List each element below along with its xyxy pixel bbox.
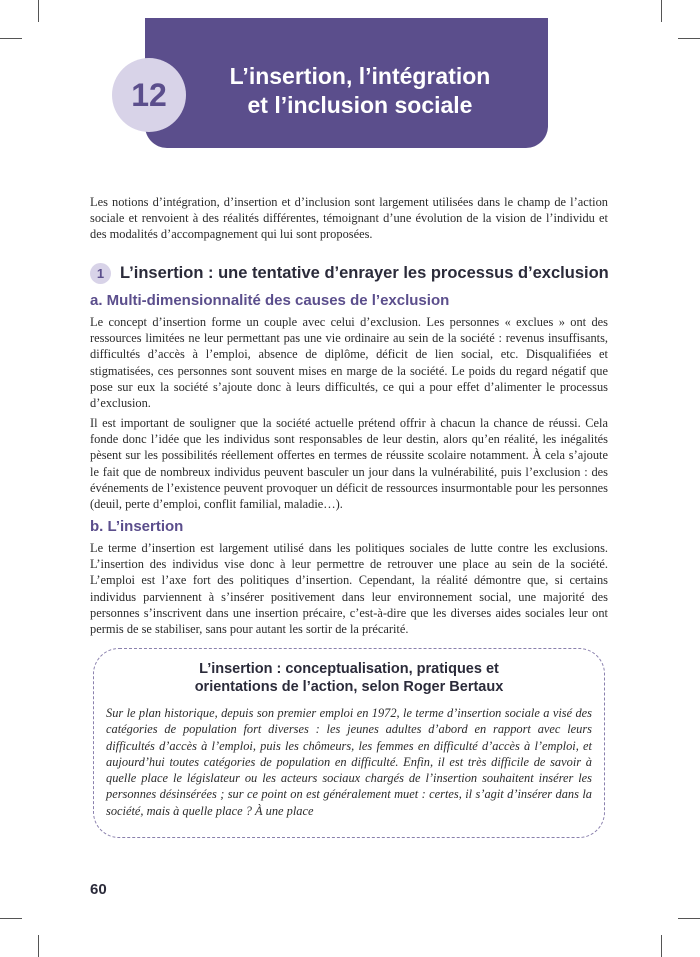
crop-mark — [678, 38, 700, 39]
paragraph-a2: Il est important de souligner que la société actuelle prétend offrir à chacun la chance de réussi. Cela fonde donc l’idée que les individus sont responsables de leur destin, alors qu’en réalité, les inégalités pèsent sur les possibilités réellement offertes en termes de réussite scolaire notamment. À cela s’ajoute le fait que de nombreux individus peuvent basculer un jour dans la vulnérabilité, puis l’exclusion : des événements de l’existence peuvent provoquer un déficit de ressources insurmontable pour les personnes (deuil, perte d’emploi, conflit familial, maladie…). — [90, 416, 608, 512]
quote-box-title-line1: L’insertion : conceptualisation, pratiques et — [199, 661, 499, 677]
quote-box-title — [93, 660, 605, 696]
crop-mark — [38, 935, 39, 957]
intro-paragraph: Les notions d’intégration, d’insertion et d’inclusion sont largement utilisées dans le champ de l’action sociale et renvoient à des réalités différentes, témoignant d’une évolution de la vision de l’individu et des modalités d’accompagnement qui lui sont proposées. — [90, 195, 608, 242]
paragraph-b1: Le terme d’insertion est largement utilisé dans les politiques sociales de lutte contre les exclusions. L’insertion des individus vise donc à leur permettre de retrouver une place au sein de la société. L’emploi est l’axe fort des politiques d’insertion. Cependant, la réalité démontre que, si certains individus parviennent à s’insérer positivement dans leur environnement social, une majorité des personnes s’inscrivent dans une insertion précaire, c’est-à-dire que les diverses aides sociales leur ont permis de se stabiliser, sans pour autant les sortir de la précarité. — [90, 541, 608, 637]
subheading-a: a. Multi-dimensionnalité des causes de l’exclusion — [90, 292, 450, 309]
crop-mark — [0, 38, 22, 39]
section-title: L’insertion : une tentative d’enrayer les processus d’exclusion — [120, 264, 609, 282]
crop-mark — [661, 935, 662, 957]
quote-box-text: Sur le plan historique, depuis son premier emploi en 1972, le terme d’insertion sociale a visé des catégories de population fort diverses : les jeunes adultes d’abord en rapport avec leurs difficultés d’accès à l’emploi, puis les chômeurs, les femmes en difficulté d’accès à l’emploi, et aujourd’hui toutes catégories de population en difficulté. Enfin, il est très difficile de savoir à quelle place le législateur ou les acteurs sociaux chargés de l’insertion souhaitent insérer les personnes désinsérées ; sur ce point on est généralement muet : certes, il s’agit d’insérer dans la société, mais à quelle place ? À une place — [106, 706, 592, 818]
paragraph-a1: Le concept d’insertion forme un couple avec celui d’exclusion. Les personnes « exclues » ont des ressources limitées ne leur permettant pas une vie ordinaire au sein de la société : revenus insuffisants, difficultés d’accès à l’emploi, absence de diplôme, déficit de lien social, etc. Disqualifiées et stigmatisées, ces personnes sont souvent mises en marge de la société. Le poids du regard négatif que pose sur eux la société s’ajoute donc à leurs difficultés, ce qui a pour effet d’alimenter le processus d’exclusion. — [90, 315, 608, 411]
crop-mark — [661, 0, 662, 22]
chapter-title-line2: et l’inclusion sociale — [247, 92, 473, 118]
crop-mark — [0, 918, 22, 919]
chapter-title — [190, 62, 530, 120]
chapter-number: 12 — [131, 76, 167, 113]
quote-box-title-line2: orientations de l’action, selon Roger Bertaux — [194, 679, 504, 695]
section-number-badge: 1 — [90, 263, 111, 284]
crop-mark — [38, 0, 39, 22]
crop-mark — [678, 918, 700, 919]
section-heading — [90, 263, 630, 284]
subheading-b: b. L’insertion — [90, 518, 184, 535]
chapter-title-line1: L’insertion, l’intégration — [229, 63, 491, 89]
page-number: 60 — [90, 881, 107, 898]
chapter-number-badge — [112, 58, 186, 132]
